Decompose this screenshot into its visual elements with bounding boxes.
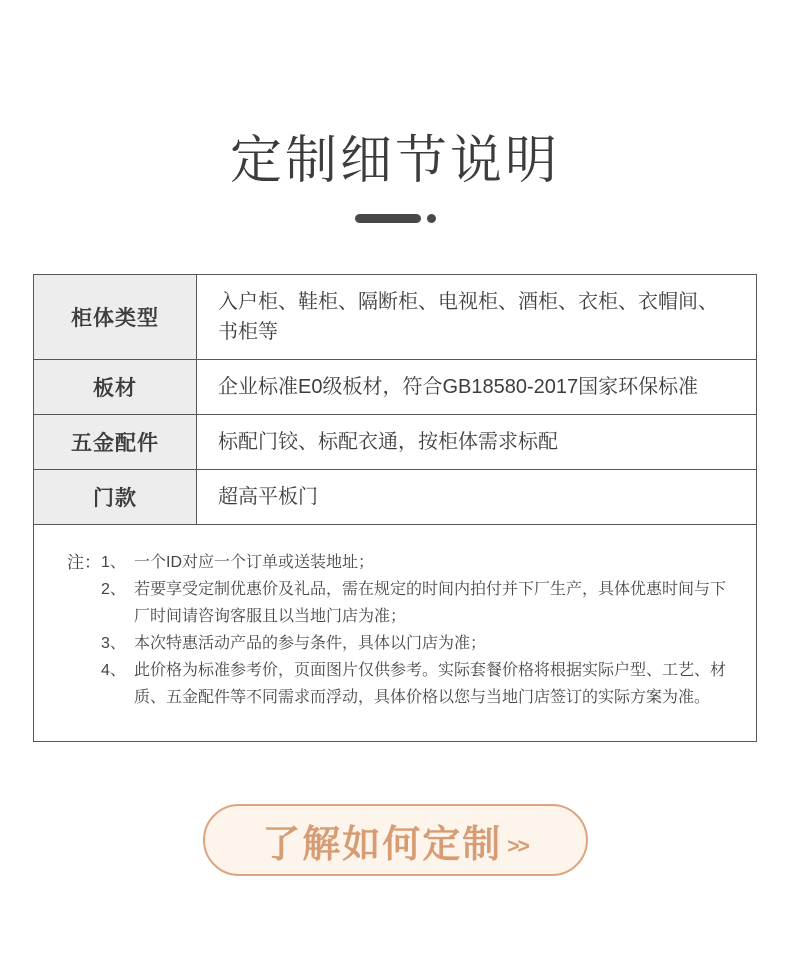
learn-how-to-customize-button[interactable] [203, 804, 588, 876]
note-number: 4、 [101, 662, 126, 679]
notes-heading: 注： [67, 553, 101, 572]
title-underline [0, 214, 790, 223]
table-row [34, 275, 756, 360]
row-value-board: 企业标准E0级板材，符合GB18580-2017国家环保标准 [218, 376, 699, 398]
page-title: 定制细节说明 [229, 132, 560, 190]
table-row [34, 470, 756, 525]
row-label-door-style: 门款 [34, 470, 197, 524]
row-label-board: 板材 [34, 360, 197, 414]
note-text: 本次特惠活动产品的参与条件，具体以门店为准； [134, 635, 487, 652]
note-number: 2、 [101, 581, 126, 598]
list-item [101, 549, 736, 576]
notes-section [34, 525, 756, 741]
row-value-hardware: 标配门铰、标配衣通，按柜体需求标配 [218, 431, 558, 453]
row-label-hardware: 五金配件 [34, 415, 197, 469]
note-number: 3、 [101, 635, 126, 652]
row-value-cabinet-type: 入户柜、鞋柜、隔断柜、电视柜、酒柜、衣柜、衣帽间、书柜等 [218, 291, 718, 343]
table-row [34, 360, 756, 415]
note-text: 若要享受定制优惠价及礼品，需在规定的时间内拍付并下厂生产，具体优惠时间与下厂时间请咨询客服且以当地门店为准； [134, 581, 727, 625]
cta-label: 了解如何定制 [262, 823, 503, 866]
spec-table [33, 274, 757, 742]
note-number: 1、 [101, 554, 126, 571]
underline-dot-icon [427, 214, 436, 223]
note-text: 一个ID对应一个订单或送装地址； [134, 554, 375, 571]
list-item [101, 630, 736, 657]
list-item [101, 576, 736, 630]
underline-bar-icon [355, 214, 421, 223]
note-text: 此价格为标准参考价，页面图片仅供参考。实际套餐价格将根据实际户型、工艺、材质、五金配件等不同需求而浮动，具体价格以您与当地门店签订的实际方案为准。 [134, 662, 727, 706]
row-label-cabinet-type: 柜体类型 [34, 275, 197, 359]
list-item [101, 657, 736, 711]
row-value-door-style: 超高平板门 [218, 486, 318, 508]
double-chevron-right-icon: >> [507, 835, 528, 858]
table-row [34, 415, 756, 470]
notes-list [101, 549, 736, 711]
